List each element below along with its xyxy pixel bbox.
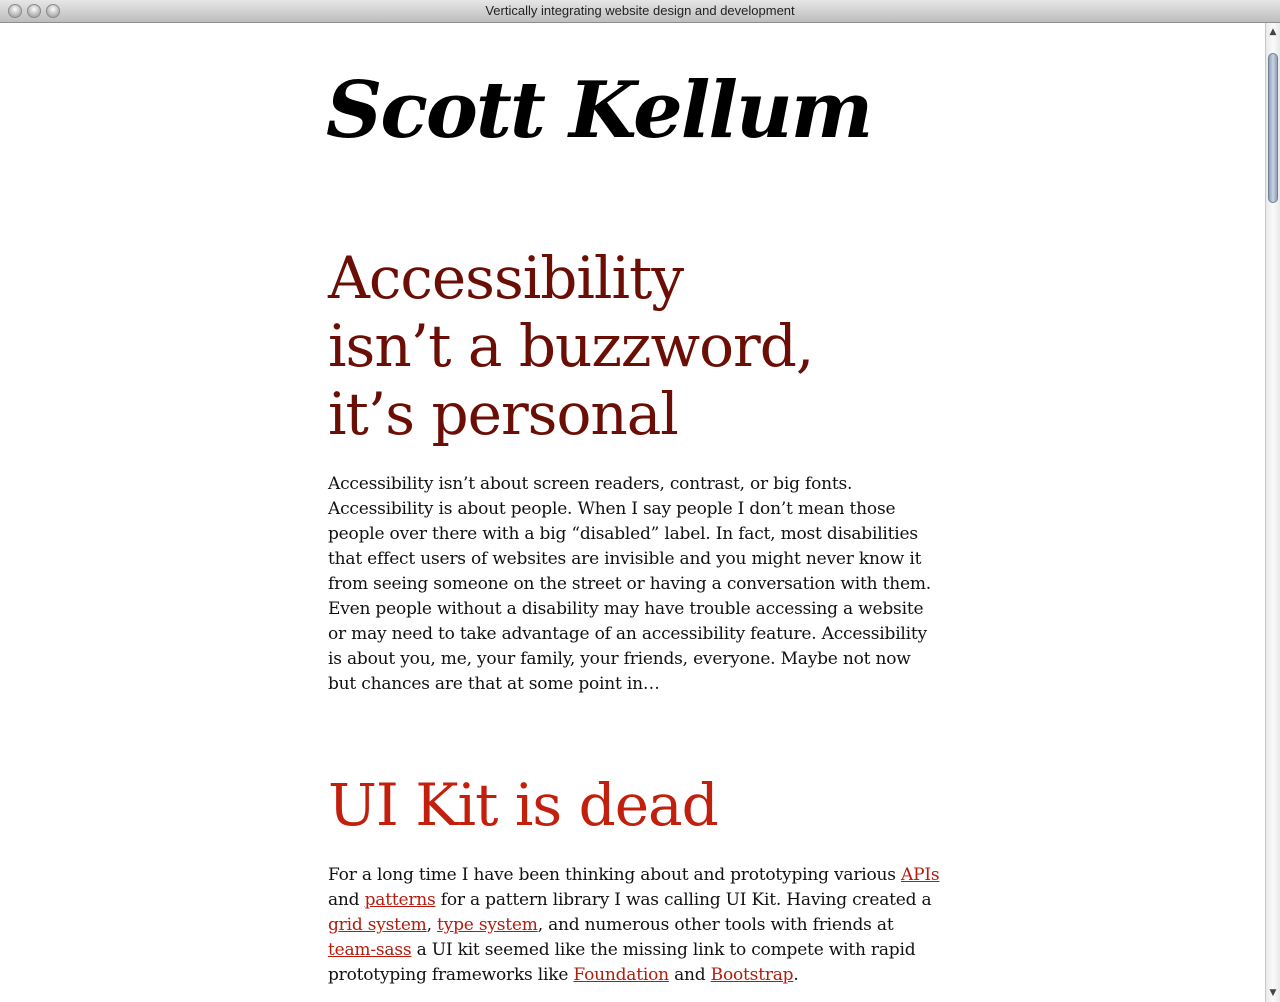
excerpt-text: , and numerous other tools with friends at	[537, 915, 894, 935]
post-title-link[interactable]: UI Kit is dead	[328, 771, 718, 839]
post-accessibility	[328, 244, 943, 697]
bootstrap-link[interactable]: Bootstrap	[710, 965, 794, 985]
post-title-line: Accessibility	[328, 244, 684, 312]
post-title-line: isn’t a buzzword,	[328, 312, 814, 380]
excerpt-text: For a long time I have been thinking about and prototyping various	[328, 865, 902, 885]
team-sass-link[interactable]: team-sass	[328, 940, 412, 960]
excerpt-text: .	[793, 965, 799, 985]
excerpt-text: and	[668, 965, 711, 985]
excerpt-text: ,	[426, 915, 438, 935]
window-title: Vertically integrating website design and development	[485, 3, 795, 18]
scroll-down-arrow-icon[interactable]: ▼	[1269, 988, 1277, 998]
excerpt-text: for a pattern library I was calling UI Kit. Having created a	[435, 890, 932, 910]
scrollbar-thumb[interactable]	[1268, 53, 1278, 203]
type-system-link[interactable]: type system	[437, 915, 538, 935]
main-content	[328, 23, 943, 988]
vertical-scrollbar[interactable]	[1265, 23, 1280, 1002]
foundation-link[interactable]: Foundation	[573, 965, 669, 985]
patterns-link[interactable]: patterns	[364, 890, 436, 910]
excerpt-text: and	[328, 890, 365, 910]
post-excerpt	[328, 863, 943, 988]
post-excerpt: Accessibility isn’t about screen readers, contrast, or big fonts. Accessibility is about people. When I say people I don’t mean those people over there with a big “disabled” label. In fact, most disabilities that effect users of websites are invisible and you might never know it from seeing someone on the street or having a conversation with them. Even people without a disability may have trouble accessing a website or may need to take advantage of an accessibility feature. Accessibility is about you, me, your family, your friends, everyone. Maybe not now but chances are that at some point in…	[328, 474, 931, 694]
post-title-line: it’s personal	[328, 380, 678, 448]
excerpt-text: a UI kit seemed like the missing link to compete with rapid prototyping frameworks like	[328, 940, 916, 985]
scroll-up-arrow-icon[interactable]: ▲	[1269, 27, 1277, 37]
apis-link[interactable]: APIs	[901, 865, 940, 885]
window-titlebar	[0, 0, 1280, 23]
post-title-link[interactable]	[328, 244, 888, 448]
grid-system-link[interactable]: grid system	[328, 915, 427, 935]
post-ui-kit-is-dead	[328, 771, 943, 988]
site-title-link[interactable]: Scott Kellum	[326, 65, 872, 156]
